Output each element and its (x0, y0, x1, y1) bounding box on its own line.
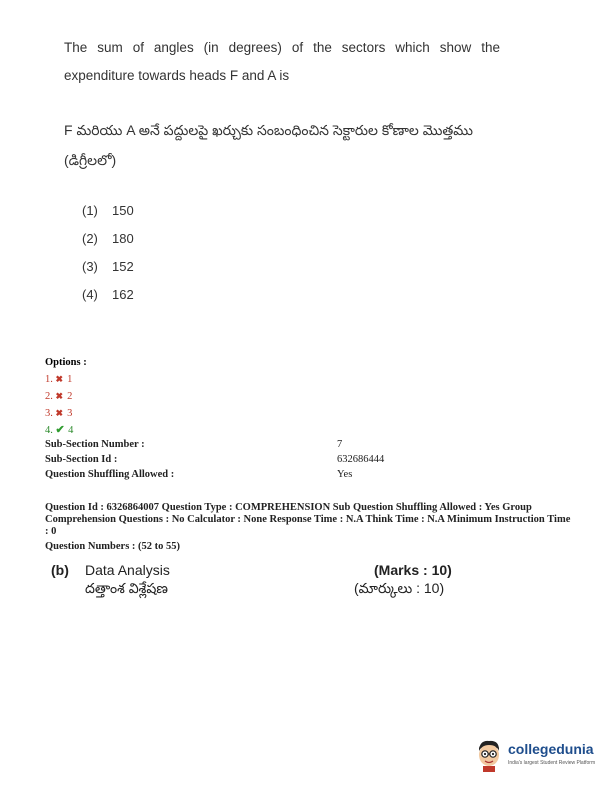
option-label: 2. (45, 391, 53, 402)
section-marks: (Marks : 10) (374, 562, 452, 578)
subsection-number: 7 (337, 439, 343, 450)
answer-choice (82, 227, 134, 255)
subsection-number-label: Sub-Section Number : (45, 439, 145, 450)
subsection-info (45, 437, 385, 482)
shuffle-label: Question Shuffling Allowed : (45, 469, 175, 480)
choice-number: (4) (82, 287, 98, 302)
check-icon: ✔ (55, 424, 65, 436)
option-row (45, 405, 87, 422)
answer-choices (82, 199, 134, 311)
option-row (45, 371, 87, 388)
option-row (45, 388, 87, 405)
option-label: 1. (45, 374, 53, 385)
section-marks-telugu: (మార్కులు : 10) (354, 580, 445, 596)
section-heading (51, 562, 170, 596)
option-value: 2 (67, 391, 73, 402)
answer-choice (82, 283, 134, 311)
answer-choice (82, 199, 134, 227)
question-info: Question Id : 6326864007 Question Type : COMPREHENSION Sub Question Shuffling Allowed : Yes Group Comprehension Questions : No Calculator : None Response Time : N.A Think Time : N.A Minimum Instruction Time : 0 (45, 502, 571, 537)
section-name-telugu: దత్తాంశ విశ్లేషణ (85, 580, 168, 596)
choice-number: (1) (82, 203, 98, 218)
shuffle-value: Yes (337, 469, 353, 480)
logo-name: collegedunia (508, 741, 594, 757)
collegedunia-logo (474, 736, 604, 778)
section-name: Data Analysis (85, 562, 170, 578)
choice-value: 152 (112, 259, 134, 274)
choice-value: 150 (112, 203, 134, 218)
choice-number: (2) (82, 231, 98, 246)
cross-icon: ✖ (55, 374, 64, 384)
options-list (45, 355, 87, 439)
question-text-english: The sum of angles (in degrees) of the sectors which show the expenditure towards heads F and A is (64, 40, 500, 83)
option-label: 4. (45, 425, 53, 436)
option-value: 1 (67, 374, 73, 385)
choice-value: 180 (112, 231, 134, 246)
logo-tagline: India's largest Student Review Platform (508, 760, 596, 766)
choice-number: (3) (82, 259, 98, 274)
option-label: 3. (45, 408, 53, 419)
cross-icon: ✖ (55, 391, 64, 401)
subsection-id: 632686444 (337, 454, 385, 465)
cross-icon: ✖ (55, 408, 64, 418)
subsection-id-label: Sub-Section Id : (45, 454, 118, 465)
choice-value: 162 (112, 287, 134, 302)
section-part: (b) (51, 562, 69, 578)
mascot-icon (474, 738, 504, 772)
options-title: Options : (45, 357, 87, 368)
option-value: 3 (67, 408, 73, 419)
option-value: 4 (68, 425, 74, 436)
question-numbers: Question Numbers : (52 to 55) (45, 541, 181, 552)
question-text-telugu: F మరియు A అనే పద్దులపై ఖర్చుకు సంబంధించిన సెక్టారుల కోణాల మొత్తము (డిగ్రీలలో) (64, 122, 473, 168)
answer-choice (82, 255, 134, 283)
